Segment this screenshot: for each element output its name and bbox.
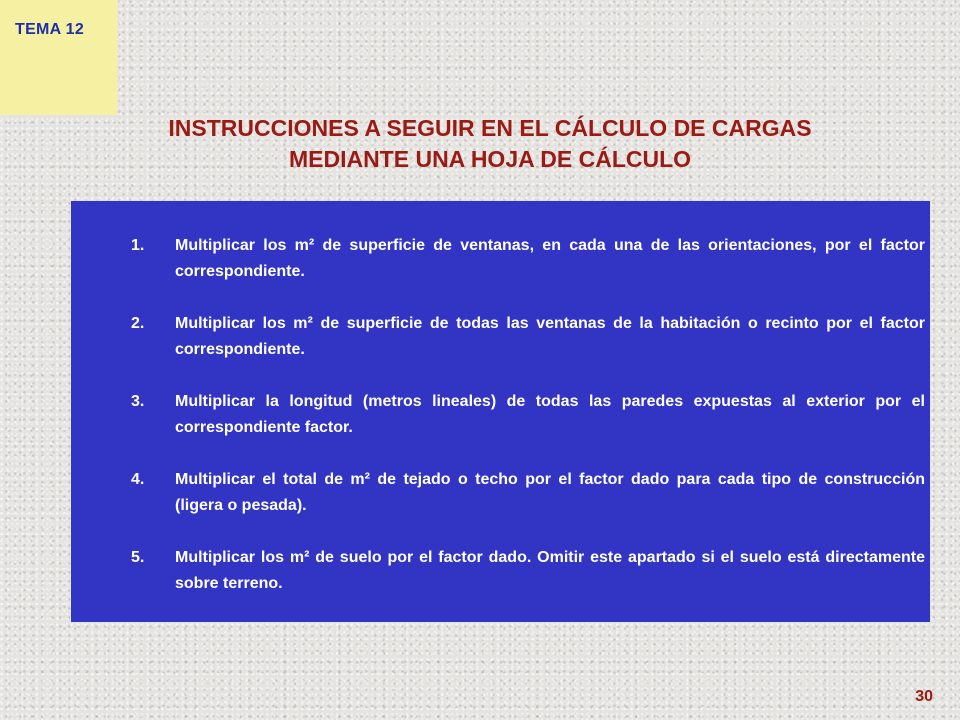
instruction-number: 3. (131, 393, 145, 410)
instruction-text: Multiplicar los m² de superficie de todas las ventanas de la habitación o recinto por el factor correspondiente. (175, 315, 925, 358)
slide-title-line-2: MEDIANTE UNA HOJA DE CÁLCULO (288, 146, 692, 172)
instruction-number: 4. (131, 471, 145, 488)
page-number: 30 (915, 688, 933, 705)
instruction-text: Multiplicar la longitud (metros lineales) de todas las paredes expuestas al exterior por el correspondiente factor. (175, 393, 925, 436)
instructions-panel (71, 201, 930, 622)
instruction-number: 1. (131, 237, 145, 254)
instruction-item (131, 389, 925, 441)
instruction-text: Multiplicar el total de m² de tejado o techo por el factor dado para cada tipo de construcción (ligera o pesada). (175, 471, 925, 514)
instruction-text: Multiplicar los m² de superficie de ventanas, en cada una de las orientaciones, por el factor correspondiente. (175, 237, 925, 280)
instruction-text: Multiplicar los m² de suelo por el factor dado. Omitir este apartado si el suelo está directamente sobre terreno. (175, 549, 925, 592)
instruction-number: 2. (131, 315, 145, 332)
instruction-number: 5. (131, 549, 145, 566)
topic-label: TEMA 12 (15, 21, 85, 38)
slide-title (60, 113, 920, 175)
instruction-item (131, 233, 925, 285)
instructions-list (71, 233, 925, 623)
instruction-item (131, 545, 925, 597)
instruction-item (131, 311, 925, 363)
topic-badge (0, 0, 117, 115)
instruction-item (131, 467, 925, 519)
slide-title-line-1: INSTRUCCIONES A SEGUIR EN EL CÁLCULO DE CARGAS (168, 115, 812, 141)
